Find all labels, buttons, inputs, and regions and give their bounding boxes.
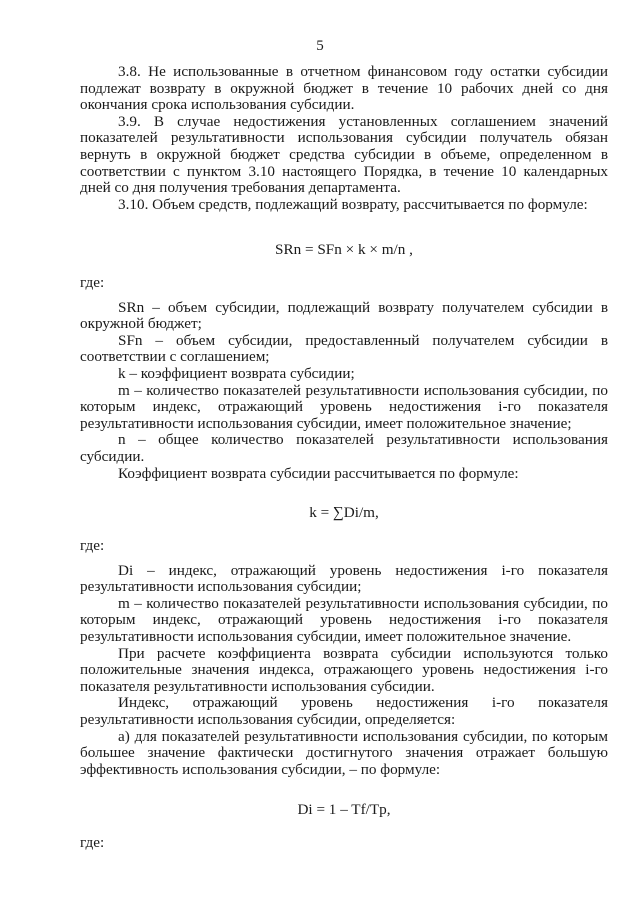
page-number: 5 — [316, 38, 324, 54]
formula-di: Di = 1 – Tf/Tp, — [297, 801, 391, 818]
paragraph-3-10: 3.10. Объем средств, подлежащий возврату, рассчитывается по формуле: — [118, 195, 588, 213]
formula-3 — [80, 802, 608, 819]
where-label-1: где: — [80, 274, 105, 291]
paragraph-3-9: 3.9. В случае недостижения установленных соглашением значений показателей результативности использования субсидии получатель обязан вернуть в окружной бюджет средства субсидии в объеме, определенном в соответствии с пунктом 3.10 настоящего Порядка, в течение 10 календарных дней со дня получения требования департамента. — [80, 112, 608, 197]
formula-1 — [80, 242, 608, 259]
formula-srn: SRn = SFn × k × m/n , — [275, 241, 413, 258]
def-di: Di – индекс, отражающий уровень недостижения i-го показателя результативности использования субсидии; — [80, 561, 608, 596]
coef-intro: Коэффициент возврата субсидии рассчитывается по формуле: — [118, 464, 519, 482]
body-text — [80, 64, 608, 213]
def-n: n – общее количество показателей результативности использования субсидии. — [80, 431, 608, 465]
where-label-2: где: — [80, 537, 105, 554]
formula-k: k = ∑Di/m, — [309, 504, 379, 521]
formula-2 — [80, 505, 608, 522]
definitions-block-1 — [80, 275, 608, 482]
def-sfn: SFn – объем субсидии, предоставленный получателем субсидии в соответствии с соглашением; — [80, 331, 608, 366]
def-srn: SRn – объем субсидии, подлежащий возврату получателем субсидии в окружной бюджет; — [80, 298, 608, 333]
paragraph-a: а) для показателей результативности использования субсидии, по которым большее значение фактически достигнутого значения отражает большую эффективность использования субсидии, – по формуле: — [80, 727, 608, 778]
def-m-2: m – количество показателей результативности использования субсидии, по которым индекс, отражающий уровень недостижения i-го показателя результативности использования субсидии, имеет положительное значение. — [80, 594, 608, 645]
paragraph-calc: При расчете коэффициента возврата субсидии используются только положительные значения индекса, отражающего уровень недостижения i-го показателя результативности использования субсидии. — [80, 644, 608, 695]
paragraph-3-8: 3.8. Не использованные в отчетном финансовом году остатки субсидии подлежат возврату в окружной бюджет в течение 10 рабочих дней со дня окончания срока использования субсидии. — [80, 63, 608, 114]
where-label-3: где: — [80, 834, 105, 851]
definitions-block-2 — [80, 538, 608, 778]
definitions-block-3 — [80, 835, 608, 852]
def-k: k – коэффициент возврата субсидии; — [118, 364, 355, 382]
paragraph-index: Индекс, отражающий уровень недостижения i-го показателя результативности использования субсидии, определяется: — [80, 694, 608, 728]
def-m: m – количество показателей результативности использования субсидии, по которым индекс, отражающий уровень недостижения i-го показателя результативности использования субсидии, имеет положительное значение; — [80, 381, 608, 432]
